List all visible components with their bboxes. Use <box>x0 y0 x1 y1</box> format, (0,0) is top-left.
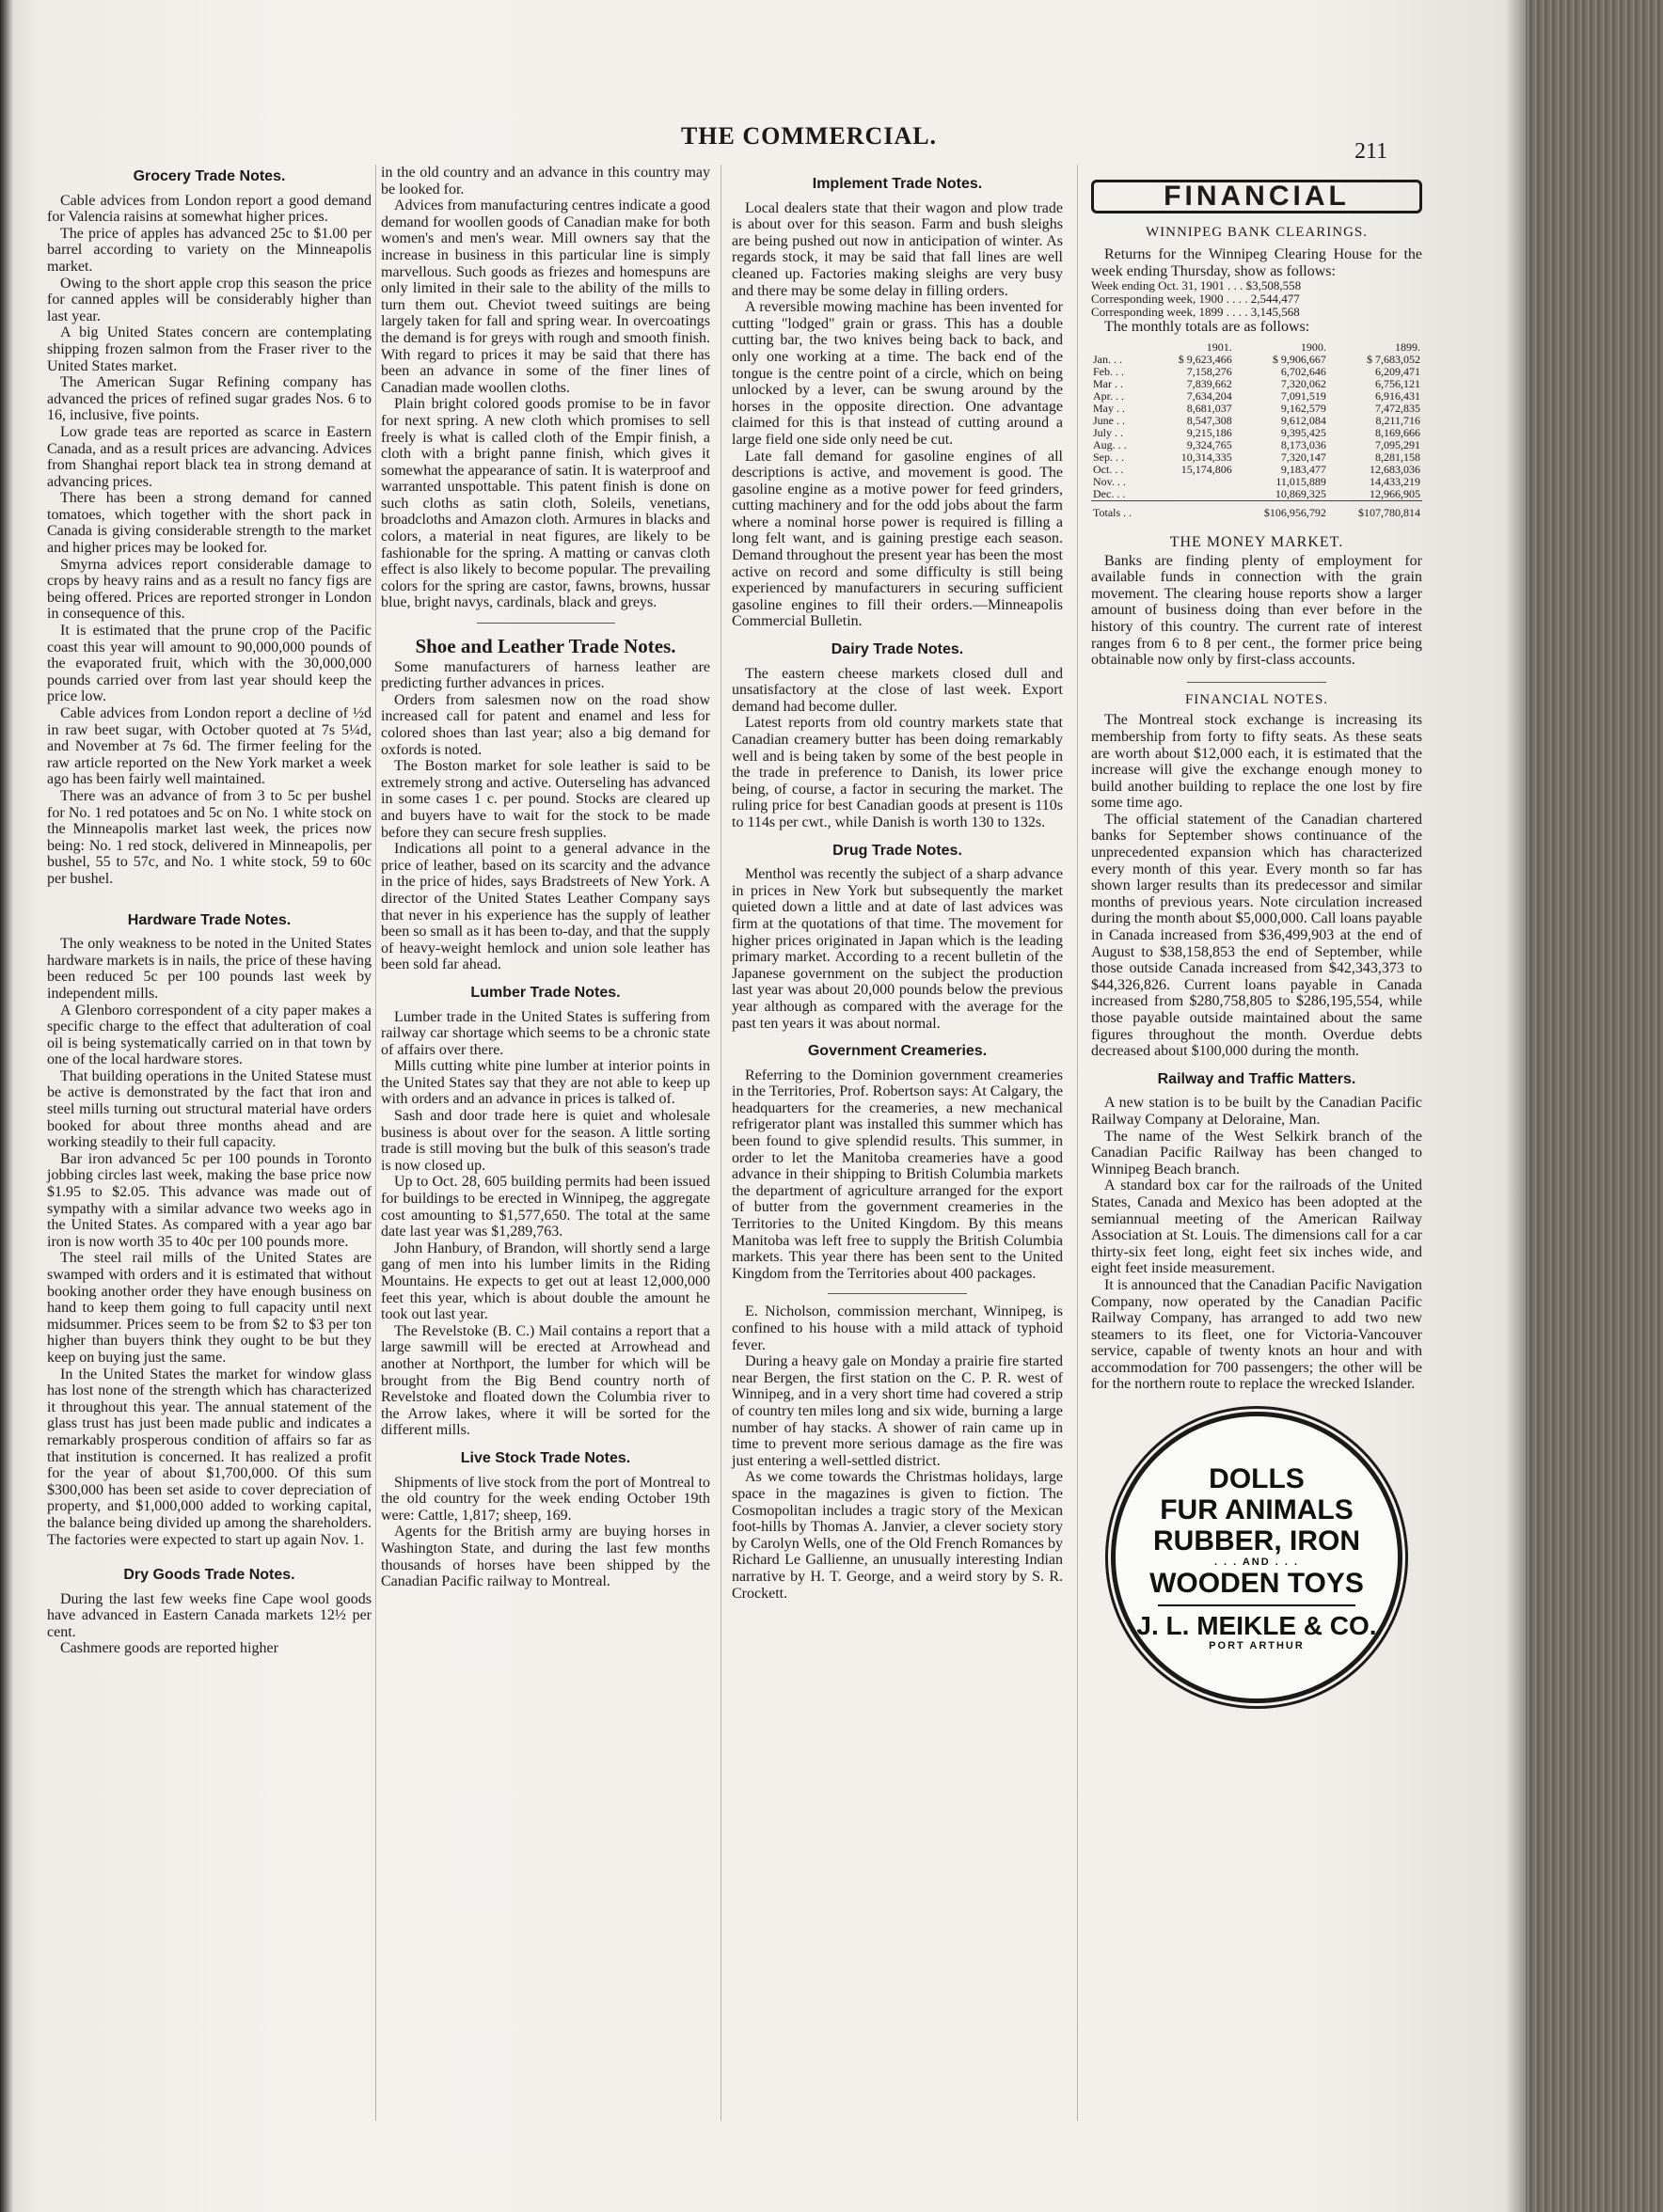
heading-bank-clearings: WINNIPEG BANK CLEARINGS. <box>1145 224 1369 240</box>
paragraph: Cashmere goods are reported higher <box>60 1640 278 1657</box>
heading-dairy: Dairy Trade Notes. <box>831 641 964 658</box>
table-cell: Totals . . <box>1091 500 1152 519</box>
table-cell: 8,281,158 <box>1375 450 1420 464</box>
table-cell: 15,174,806 <box>1180 462 1232 476</box>
paragraph: E. Nicholson, commission merchant, Winnipeg, is confined to his house with a mild attack of typhoid fever. <box>732 1304 1063 1353</box>
ad-location: PORT ARTHUR <box>1209 1640 1305 1652</box>
paragraph: The Montreal stock exchange is increasing its membership from forty to fifty seats. As these seats are worth about $12,000 each, it is estimated that the increase will give the exchange enough money to build another building to replace the one lost by fire some time ago. <box>1091 712 1422 812</box>
ad-line: DOLLS <box>1209 1462 1305 1494</box>
week-clearing-line: Week ending Oct. 31, 1901 . . . $3,508,558 <box>1091 278 1302 293</box>
paragraph: Mills cutting white pine lumber at interior points in the United States say that they are not able to keep up with orders and an advance in prices is talked of. <box>381 1058 710 1108</box>
paragraph: During a heavy gale on Monday a prairie fire started near Bergen, the first station on the C. P. R. west of Winnipeg, and in a very short time had covered a strip of country ten miles long and six wide, burning a large number of hay stacks. A shower of rain came up in time to prevent more serious damage as the fire was just entering a well-settled district. <box>732 1353 1063 1469</box>
paragraph: The only weakness to be noted in the United States hardware markets is in nails, the price of these having been reduced 5c per 100 pounds last week by independent mills. <box>47 936 372 1002</box>
table-cell: 6,756,121 <box>1375 376 1420 390</box>
table-cell: 8,173,036 <box>1280 437 1326 451</box>
paragraph: Lumber trade in the United States is suffering from railway car shortage which seems to be a chronic state of affairs over there. <box>381 1008 710 1058</box>
heading-shoe-leather: Shoe and Leather Trade Notes. <box>415 635 676 658</box>
heading-dry-goods: Dry Goods Trade Notes. <box>123 1567 295 1584</box>
clearings-table <box>1091 341 1422 519</box>
table-row <box>1091 378 1422 390</box>
table-cell: 9,612,084 <box>1280 413 1326 427</box>
table-cell: 9,215,186 <box>1186 425 1232 439</box>
table-cell: 8,211,716 <box>1375 413 1420 427</box>
paragraph: It is announced that the Canadian Pacific Navigation Company, now operated by the Canadian Pacific Railway Company, has arranged to add two new steamers to its fleet, one for Victoria-Vancouver service, capable of twenty knots an hour and with accommodation for 700 passengers; the other will be for the northern route to replace the wrecked Islander. <box>1091 1276 1422 1393</box>
paragraph: The Revelstoke (B. C.) Mail contains a report that a large sawmill will be erected at Arrowhead and another at Northport, the lumber for which will be brought from the Big Bend country north of Revelstoke and floated down the Columbia river to the Arrow lakes, where it will be sorted for the different mills. <box>381 1322 710 1439</box>
paragraph: Up to Oct. 28, 605 building permits had been issued for buildings to be erected in Winnipeg, the aggregate cost amounting to $1,577,650. The total at the same date last year was $1,289,763. <box>381 1174 710 1240</box>
table-cell: 7,158,276 <box>1186 364 1232 378</box>
paragraph: A standard box car for the railroads of the United States, Canada and Mexico has been adopted at the semiannual meeting of the American Railway Association at St. Louis. The dimensions call for a car thirty-six feet long, eight feet six inches wide, and eight feet inside measurement. <box>1091 1177 1422 1277</box>
paragraph: Returns for the Winnipeg Clearing House for the week ending Thursday, show as follows: <box>1091 246 1422 279</box>
table-row <box>1091 427 1422 439</box>
table-row <box>1091 366 1422 378</box>
table-cell: 12,966,905 <box>1370 486 1420 500</box>
paragraph: The Boston market for sole leather is said to be extremely strong and active. Outerseling has advanced in some cases 1 c. per pound. Stocks are cleared up and buyers have to wait for the stock to be made before they can secure fresh supplies. <box>381 758 710 841</box>
paragraph: There was an advance of from 3 to 5c per bushel for No. 1 red potatoes and 5c on No. 1 white stock on the Minneapolis market last week, the prices now being: No. 1 red stock, delivered in Minneapolis, per bushel, 55 to 57c, and No. 1 white stock, 59 to 60c per bushel. <box>47 787 372 887</box>
table-cell: 11,015,889 <box>1275 474 1326 488</box>
paragraph: A reversible mowing machine has been invented for cutting "lodged" grain or grass. This has a double cutting bar, the two knives being back to back, and only one working at a time. The back end of the tongue is the centre point of a circle, which on being unlocked by a lever, can be swung around by the horses in the opposite direction. One advantage claimed for this is that instead of cutting around a large field one side only need be cut. <box>732 299 1063 448</box>
paragraph: In the United States the market for window glass has lost none of the strength which has characterized it throughout this year. The annual statement of the glass trust has just been made public and indicates a remarkably prosperous condition of affairs so far as that institution is concerned. It has realized a profit for the year of about $1,700,000. Of this sum $300,000 has been set aside to cover depreciation of property, and $1,000,000 added to working capital, the balance being divided up among the shareholders. The factories were expected to start up again Nov. 1. <box>47 1366 372 1548</box>
paragraph: The official statement of the Canadian chartered banks for September shows continuance of the unprecedented expansion which has characterized every month of this year. Every month so far has shown larger results than its predecessor and similar months of previous years. Note circulation increased during the month about $5,000,000. Call loans payable in Canada increased from $36,499,903 at the end of August to $38,158,853 the end of September, while those outside Canada increased from $42,343,373 to $44,326,826. Current loans payable in Canada increased from $280,758,805 to $286,195,554, while those payable outside maintained about the same figures throughout the month. Overdue debts decreased about $100,000 during the month. <box>1091 811 1422 1060</box>
table-cell: 8,169,666 <box>1375 425 1420 439</box>
table-cell: 7,839,662 <box>1186 376 1232 390</box>
table-row <box>1091 354 1422 366</box>
paragraph: Shipments of live stock from the port of Montreal to the old country for the week ending October 19th were: Cattle, 1,817; sheep, 169. <box>381 1474 710 1524</box>
paragraph: It is estimated that the prune crop of the Pacific coast this year will amount to 90,000,000 pounds of the evaporated fruit, which with the 30,000,000 pounds carried over from last year should keep the price low. <box>47 623 372 705</box>
table-cell: 6,209,471 <box>1375 364 1420 378</box>
table-cell: 7,472,835 <box>1375 401 1420 415</box>
table-row <box>1091 390 1422 403</box>
heading-hardware: Hardware Trade Notes. <box>127 911 292 928</box>
column-3 <box>732 165 1063 1602</box>
heading-railway: Railway and Traffic Matters. <box>1157 1070 1356 1087</box>
table-cell: Jan. . . <box>1093 352 1122 366</box>
table-cell: 10,314,335 <box>1180 450 1232 464</box>
table-cell: $ 7,683,052 <box>1367 352 1420 366</box>
paragraph: John Hanbury, of Brandon, will shortly send a large gang of men into his lumber limits in the Riding Mountains. He expects to get out at least 12,000,000 feet this year, which is about double the amount he took out last year. <box>381 1240 710 1323</box>
paragraph: Bar iron advanced 5c per 100 pounds in Toronto jobbing circles last week, making the base price now $1.95 to $2.05. This advance was made out of sympathy with a similar advance two weeks ago in the United States. As compared with a year ago bar iron is now worth 35 to 40c per 100 pounds more. <box>47 1150 372 1250</box>
table-header: 1899. <box>1395 340 1420 354</box>
table-cell: June . . <box>1093 413 1125 427</box>
column-rule <box>1077 165 1078 2121</box>
table-cell: 7,095,291 <box>1375 437 1420 451</box>
grocery-articles <box>47 193 372 888</box>
paragraph: Indications all point to a general advance in the price of leather, based on its scarcity and the advance in the price of hides, says Bradstreets of New York. A director of the United States Leather Company says that never in his experience has the supply of leather been so small as it has been to-day, and that the supply of heavy-weight hemlock and union sole leather has been sold far ahead. <box>381 841 710 973</box>
table-total-row <box>1091 500 1422 519</box>
table-cell: Apr. . . <box>1093 388 1124 403</box>
table-cell: Nov. . . <box>1093 474 1126 488</box>
paragraph: The name of the West Selkirk branch of the Canadian Pacific Railway has been changed to Winnipeg Beach branch. <box>1091 1128 1422 1177</box>
paragraph: Some manufacturers of harness leather are predicting further advances in prices. <box>381 658 710 692</box>
ad-line: RUBBER, IRON <box>1152 1525 1360 1556</box>
paragraph: Late fall demand for gasoline engines of all descriptions is active, and movement is good. The gasoline engine as a motive power for feed grinders, cutting machinery and for the odd jobs about the farm where a nominal horse power is required is filling a long felt want, and is gaining prestige each season. Demand throughout the present year has been the most active on record and some difficulty is still being experienced by manufacturers in securing sufficient gasoline engines to fill their orders.—Minneapolis Commercial Bulletin. <box>732 448 1063 630</box>
table-cell: 7,091,519 <box>1280 388 1326 403</box>
table-cell: Mar . . <box>1093 376 1123 390</box>
week-clearing-line: Corresponding week, 1900 . . . . 2,544,477 <box>1091 292 1300 307</box>
heading-financial-notes: FINANCIAL NOTES. <box>1184 691 1329 707</box>
table-row <box>1091 415 1422 427</box>
paragraph: Smyrna advices report considerable damage to crops by heavy rains and as a result no fancy figs are being offered. Prices are reported stronger in London in consequence of this. <box>47 556 372 623</box>
masthead-title: THE COMMERCIAL. <box>680 122 938 150</box>
table-cell: $ 9,906,667 <box>1272 352 1326 366</box>
table-cell: 8,681,037 <box>1186 401 1232 415</box>
heading-government-creameries: Government Creameries. <box>807 1043 988 1060</box>
table-cell: $ 9,623,466 <box>1178 352 1232 366</box>
table-cell: Oct. . . <box>1093 462 1124 476</box>
table-cell <box>1152 488 1234 501</box>
table-row <box>1091 439 1422 451</box>
column-2 <box>381 165 710 1590</box>
paragraph: Orders from salesmen now on the road show increased call for patent and enamel and less for colored shoes than last year; also a big demand for oxfords is noted. <box>381 691 710 758</box>
column-1 <box>47 165 372 1657</box>
toy-advertisement-seal <box>1111 1412 1402 1703</box>
section-divider <box>1187 682 1326 683</box>
table-cell: 6,916,431 <box>1375 388 1420 403</box>
paragraph: A new station is to be built by the Canadian Pacific Railway Company at Deloraine, Man. <box>1091 1095 1422 1128</box>
ad-line: WOODEN TOYS <box>1149 1567 1364 1599</box>
table-cell: 9,324,765 <box>1186 437 1232 451</box>
paragraph: Local dealers state that their wagon and plow trade is about over for this season. Farm and bush sleighs are being pushed out now in anticipation of winter. As regards stock, it may be said that fall lines are well cleaned up. Factories making sleighs are very busy and there may be some delay in filling orders. <box>732 199 1063 299</box>
table-cell: Feb. . . <box>1093 364 1124 378</box>
heading-money-market: THE MONEY MARKET. <box>1169 533 1344 550</box>
table-cell: 6,702,646 <box>1280 364 1326 378</box>
heading-lumber: Lumber Trade Notes. <box>470 984 621 1001</box>
paragraph: Banks are finding plenty of employment for available funds in connection with the grain movement. The clearing house reports show a larger amount of business doing than ever before in the history of this country. The current rate of interest ranges from 6 to 8 per cent., the former price being obtainable now only by first-class accounts. <box>1091 552 1422 669</box>
table-cell: Aug. . . <box>1093 437 1127 451</box>
table-cell: Dec. . . <box>1093 486 1126 500</box>
paragraph: Latest reports from old country markets state that Canadian creamery butter has been doing remarkably well and is being taken by some of the best people in the trade in preference to Danish, its lower price being, of course, a factor in securing the market. The ruling price for best Canadian goods at present is 110s to 114s per cwt., while Danish is worth 130 to 132s. <box>732 715 1063 830</box>
page-left-edge <box>0 0 13 2212</box>
table-cell: 9,395,425 <box>1280 425 1326 439</box>
table-row <box>1091 488 1422 501</box>
column-4 <box>1091 165 1422 1703</box>
paragraph: The price of apples has advanced 25c to $1.00 per barrel according to variety on the Minneapolis market. <box>47 225 372 275</box>
column-rule <box>375 165 376 2121</box>
paragraph: Cable advices from London report a good demand for Valencia raisins at somewhat higher prices. <box>47 192 372 226</box>
page-number: 211 <box>1354 139 1388 164</box>
heading-implement: Implement Trade Notes. <box>812 176 983 192</box>
ad-line: FUR ANIMALS <box>1160 1493 1354 1525</box>
paragraph: Low grade teas are reported as scarce in Eastern Canada, and as a result prices are advancing. Advices from Shanghai report black tea in strong demand at advancing prices. <box>47 423 372 490</box>
heading-live-stock: Live Stock Trade Notes. <box>460 1449 631 1466</box>
table-cell: 7,320,147 <box>1280 450 1326 464</box>
table-cell <box>1152 500 1234 519</box>
heading-drug: Drug Trade Notes. <box>832 842 962 859</box>
table-cell: July . . <box>1093 425 1124 439</box>
heading-grocery: Grocery Trade Notes. <box>133 168 286 184</box>
table-cell: 9,183,477 <box>1280 462 1326 476</box>
paragraph: Plain bright colored goods promise to be in favor for next spring. A new cloth which promises to sell freely is what is called cloth of the Empir finish, a cloth with a bright panne finish, which gives it somewhat the appearance of satin. It is waterproof and warranted unspottable. This patent finish is done on such cloths as satin cloth, Soleils, venetians, broadcloths and Amazon cloth. Armures in blacks and colors, a material in neat figures, are likely to be fashionable for the spring. A matting or canvas cloth effect is also likely to become popular. The prevailing colors for the spring are castor, fawns, browns, hussar blue, bright navys, cardinals, black and greys. <box>381 396 710 611</box>
table-cell: 12,683,036 <box>1370 462 1420 476</box>
paragraph: Agents for the British army are buying horses in Washington State, and during the last few months thousands of horses have been shipped by the Canadian Pacific railway to Montreal. <box>381 1524 710 1590</box>
table-cell: 7,634,204 <box>1186 388 1232 403</box>
paragraph: As we come towards the Christmas holidays, large space in the magazines is given to fiction. The Cosmopolitan includes a tragic story of the Mexican foot-hills by Thomas A. Janvier, a clever society story by Carolyn Wells, one of the Old French Romances by Richard Le Gallienne, an unusually interesting Indian narrative by H. T. George, and a weird story by S. R. Crockett. <box>732 1469 1063 1602</box>
table-cell: 10,869,325 <box>1275 486 1326 500</box>
paragraph: Cable advices from London report a decline of ½d in raw beet sugar, with October quoted at 7s 5¼d, and November at 7s 6d. The firmer feeling for the raw article reported on the New York market a week ago has been fairly well maintained. <box>47 705 372 788</box>
financial-section-banner: FINANCIAL <box>1091 180 1422 213</box>
ad-advertiser-name: J. L. MEIKLE & CO. <box>1136 1610 1377 1640</box>
paragraph: A Glenboro correspondent of a city paper makes a specific charge to the effect that adulteration of coal oil is being systematically carried on in that town by one of the local hardware stores. <box>47 1002 372 1068</box>
section-divider <box>477 623 615 624</box>
hardware-articles <box>47 936 372 1548</box>
paragraph: Owing to the short apple crop this season the price for canned apples will be considerably higher than last year. <box>47 275 372 324</box>
table-cell: $107,780,814 <box>1328 500 1422 519</box>
book-spine <box>1526 0 1663 2212</box>
table-cell <box>1152 476 1234 488</box>
table-header: 1901. <box>1206 340 1232 354</box>
ad-line: . . . AND . . . <box>1213 1556 1300 1568</box>
table-header: 1900. <box>1300 340 1326 354</box>
paragraph: Referring to the Dominion government creameries in the Territories, Prof. Robertson says: At Calgary, the headquarters for the creameries, a new mechanical refrigerator plant was installed this summer which has been found to give splendid results. This summer, in order to let the Manitoba creameries have a good advance in their shipping to British Columbia markets the department of agriculture arranged for the export of butter from the government creameries in the Territories to the United Kingdom. By this means Manitoba was left free to supply the British Columbia markets. This year there has been sent to the United Kingdom from the Territories about 400 packages. <box>732 1066 1063 1282</box>
table-cell: $106,956,792 <box>1234 500 1328 519</box>
table-cell: May . . <box>1093 401 1125 415</box>
advertisement <box>1091 1412 1422 1703</box>
paragraph: There has been a strong demand for canned tomatoes, which together with the short pack in Canada is giving considerable strength to the market and higher prices may be looked for. <box>47 490 372 557</box>
ad-divider <box>1158 1604 1355 1606</box>
paragraph: The American Sugar Refining company has advanced the prices of refined sugar grades Nos. 6 to 16, inclusive, five points. <box>47 374 372 424</box>
paragraph: The eastern cheese markets closed dull and unsatisfactory at the close of last week. Export demand had become duller. <box>732 665 1063 715</box>
paragraph: During the last few weeks fine Cape wool goods have advanced in Eastern Canada markets 12½ per cent. <box>47 1590 372 1640</box>
table-cell: Sep. . . <box>1093 450 1124 464</box>
paragraph: Sash and door trade here is quiet and wholesale business is about over for the season. A little sorting trade is still moving but the bulk of this season's trade is now closed up. <box>381 1108 710 1174</box>
table-cell: 9,162,579 <box>1280 401 1326 415</box>
table-row <box>1091 403 1422 415</box>
paragraph: Menthol was recently the subject of a sharp advance in prices in New York but subsequently the market quieted down a little and at date of last advices was firm at the quotations of that time. The movement for higher prices originated in Japan which is the leading primary market. According to a recent bulletin of the Japanese government on the subject the production last year was about 20,000 pounds below the previous year although as compared with the average for the past ten years it was about normal. <box>732 866 1063 1032</box>
section-divider <box>828 1293 967 1294</box>
table-cell: 7,320,062 <box>1280 376 1326 390</box>
week-clearing-line: Corresponding week, 1899 . . . . 3,145,568 <box>1091 305 1300 320</box>
paragraph: The monthly totals are as follows: <box>1104 319 1310 336</box>
clearings-table-body <box>1091 354 1422 519</box>
table-cell: 14,433,219 <box>1370 474 1420 488</box>
paragraph: The steel rail mills of the United States are swamped with orders and it is estimated that without booking another order they have enough business on hand to keep them going to full capacity until next midsummer. Prices seem to be from $2 to $3 per ton higher than buyers think they ought to be but they keep on buying just the same. <box>47 1250 372 1366</box>
paragraph: Advices from manufacturing centres indicate a good demand for woollen goods of Canadian make for both women's and men's wear. Mill owners say that the increase in business in this particular line is simply marvellous. Such goods as friezes and homespuns are only limited in their sale to the ability of the mills to turn them out. Cheviot tweed suitings are being largely taken for fall and spring wear. In overcoatings the demand is for greys with rough and smooth finish. With regard to prices it may be said that there has been an advance in some of the finer lines of Canadian made woollen cloths. <box>381 198 710 396</box>
paragraph: A big United States concern are contemplating shipping frozen salmon from the Fraser river to the United States market. <box>47 324 372 374</box>
paragraph: in the old country and an advance in this country may be looked for. <box>381 165 710 198</box>
table-cell: 8,547,308 <box>1186 413 1232 427</box>
paragraph: That building operations in the United Statese must be active is demonstrated by the fact that iron and steel mills turning out structural material have orders booked for about three months ahead and are working steadily to their full capacity. <box>47 1067 372 1151</box>
